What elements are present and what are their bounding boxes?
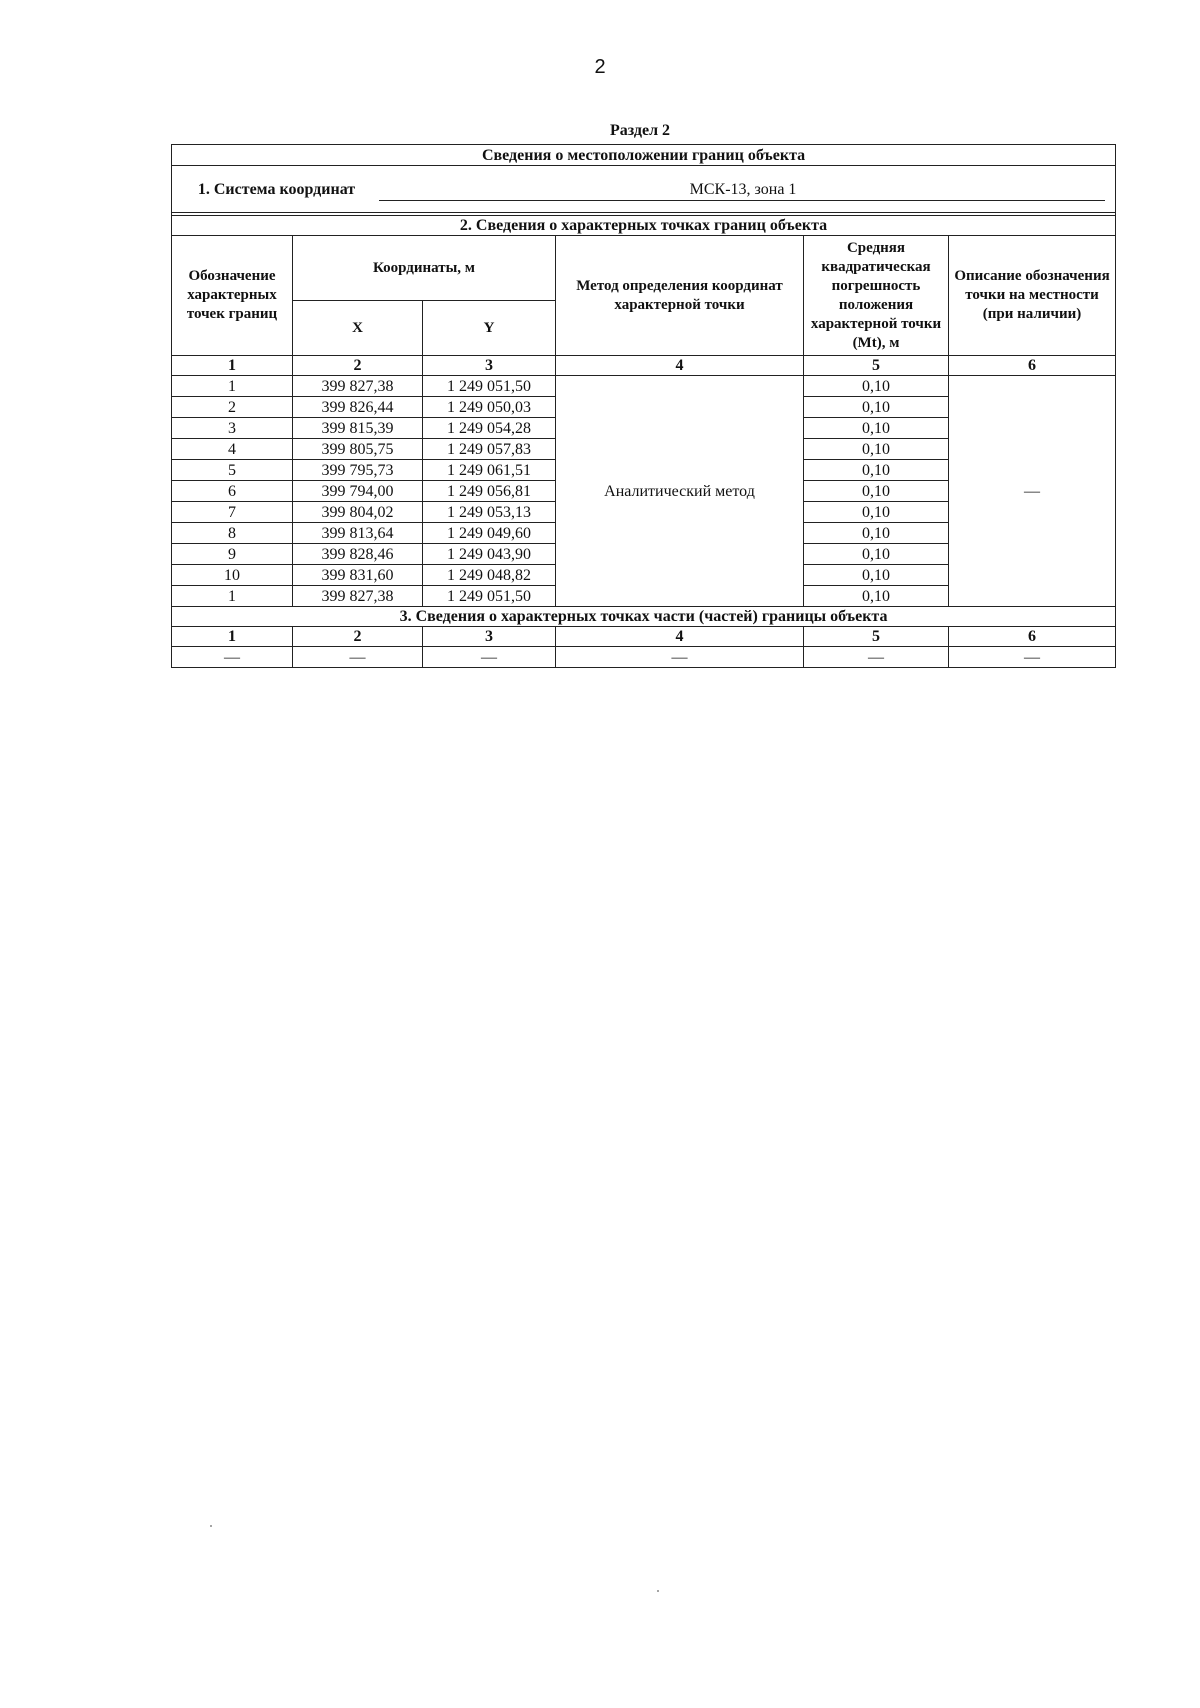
x-value: 399 795,73 (293, 460, 423, 481)
mt-value: 0,10 (804, 376, 949, 397)
coordinate-system-row (172, 166, 1116, 213)
header-error: Средняя квадратическая погрешность положения характерной точки (Mt), м (804, 236, 949, 356)
x-value: 399 813,64 (293, 523, 423, 544)
scan-speck (210, 1525, 212, 1527)
x-value: 399 828,46 (293, 544, 423, 565)
x-value: 399 805,75 (293, 439, 423, 460)
mt-value: 0,10 (804, 523, 949, 544)
parts-section-title: 3. Сведения о характерных точках части (частей) границы объекта (172, 607, 1116, 627)
parts-value: — (804, 647, 949, 668)
y-value: 1 249 050,03 (423, 397, 556, 418)
mt-value: 0,10 (804, 586, 949, 607)
mt-value: 0,10 (804, 481, 949, 502)
column-number: 3 (423, 627, 556, 647)
x-value: 399 794,00 (293, 481, 423, 502)
mt-value: 0,10 (804, 544, 949, 565)
page-number: 2 (594, 56, 606, 78)
scan-speck (657, 1590, 659, 1592)
column-number: 2 (293, 356, 423, 376)
mt-value: 0,10 (804, 397, 949, 418)
point-id: 3 (172, 418, 293, 439)
mt-value: 0,10 (804, 460, 949, 481)
column-number: 5 (804, 627, 949, 647)
column-number: 1 (172, 627, 293, 647)
table-row (172, 376, 1116, 397)
y-value: 1 249 049,60 (423, 523, 556, 544)
y-value: 1 249 051,50 (423, 586, 556, 607)
parts-value: — (556, 647, 804, 668)
section-title: Раздел 2 (609, 122, 671, 139)
y-value: 1 249 057,83 (423, 439, 556, 460)
column-number: 6 (949, 356, 1116, 376)
method-value: Аналитический метод (556, 376, 804, 607)
column-number: 2 (293, 627, 423, 647)
y-value: 1 249 048,82 (423, 565, 556, 586)
y-value: 1 249 053,13 (423, 502, 556, 523)
column-number: 1 (172, 356, 293, 376)
point-id: 1 (172, 376, 293, 397)
y-value: 1 249 056,81 (423, 481, 556, 502)
y-value: 1 249 051,50 (423, 376, 556, 397)
parts-value: — (172, 647, 293, 668)
parts-value: — (423, 647, 556, 668)
parts-value: — (949, 647, 1116, 668)
point-id: 6 (172, 481, 293, 502)
point-id: 10 (172, 565, 293, 586)
y-value: 1 249 054,28 (423, 418, 556, 439)
point-id: 5 (172, 460, 293, 481)
y-value: 1 249 043,90 (423, 544, 556, 565)
column-number: 4 (556, 627, 804, 647)
x-value: 399 831,60 (293, 565, 423, 586)
header-coordinates: Координаты, м (293, 236, 556, 301)
coordinate-system-value: МСК-13, зона 1 (379, 180, 1105, 201)
table-title: Сведения о местоположении границ объекта (172, 145, 1116, 166)
mt-value: 0,10 (804, 565, 949, 586)
x-value: 399 804,02 (293, 502, 423, 523)
mt-value: 0,10 (804, 502, 949, 523)
point-id: 7 (172, 502, 293, 523)
column-number: 4 (556, 356, 804, 376)
x-value: 399 826,44 (293, 397, 423, 418)
points-section-title: 2. Сведения о характерных точках границ объекта (172, 216, 1116, 236)
mt-value: 0,10 (804, 418, 949, 439)
x-value: 399 827,38 (293, 376, 423, 397)
x-value: 399 815,39 (293, 418, 423, 439)
y-value: 1 249 061,51 (423, 460, 556, 481)
column-number: 6 (949, 627, 1116, 647)
header-method: Метод определения координат характерной точки (556, 236, 804, 356)
point-id: 2 (172, 397, 293, 418)
column-number: 5 (804, 356, 949, 376)
table-row (172, 647, 1116, 668)
parts-value: — (293, 647, 423, 668)
coordinate-system-label: 1. Система координат (197, 180, 356, 198)
mt-value: 0,10 (804, 439, 949, 460)
header-x: X (293, 301, 423, 356)
header-y: Y (423, 301, 556, 356)
point-id: 1 (172, 586, 293, 607)
point-id: 8 (172, 523, 293, 544)
header-designation: Обозначение характерных точек границ (172, 236, 293, 356)
point-id: 4 (172, 439, 293, 460)
column-number: 3 (423, 356, 556, 376)
point-id: 9 (172, 544, 293, 565)
header-description: Описание обозначения точки на местности (при наличии) (949, 236, 1116, 356)
description-value: — (949, 376, 1116, 607)
boundary-table (171, 144, 1116, 668)
x-value: 399 827,38 (293, 586, 423, 607)
